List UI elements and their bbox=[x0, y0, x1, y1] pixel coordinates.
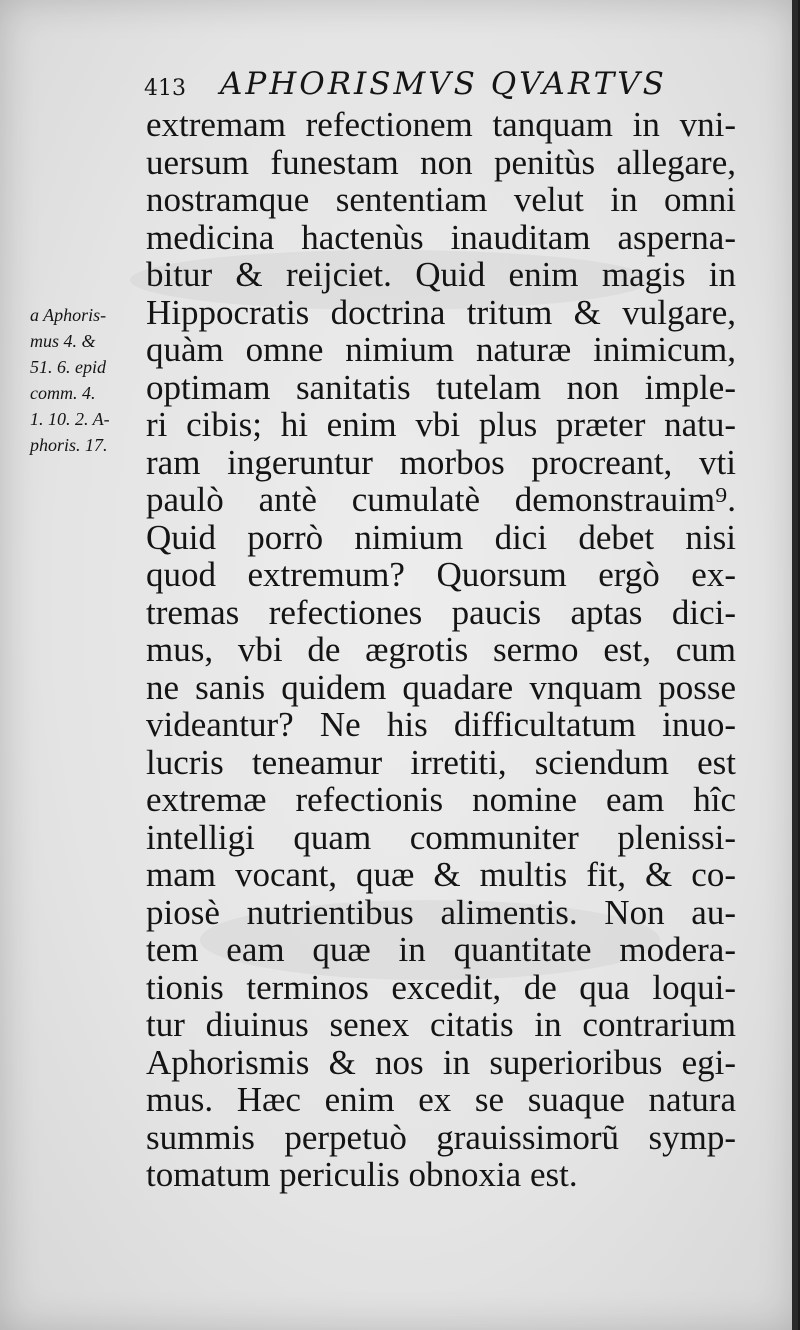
margin-note-line: 51. 6. epid bbox=[30, 357, 106, 377]
text-line: tem eam quæ in quantitate modera- bbox=[146, 930, 736, 969]
text-line: piosè nutrientibus alimentis. Non au- bbox=[146, 892, 736, 932]
text-line: quod extremum? Quorsum ergò ex- bbox=[146, 555, 736, 594]
margin-note-line: comm. 4. bbox=[30, 383, 96, 403]
text-line: tionis terminos excedit, de qua loqui- bbox=[146, 967, 736, 1007]
margin-note-line: a Aphoris- bbox=[30, 305, 107, 325]
page-edge bbox=[792, 0, 798, 1330]
text-line: extremam refectionem tanquam in vni- bbox=[146, 105, 736, 144]
margin-note-line: mus 4. & bbox=[30, 331, 96, 351]
text-line: medicina hactenùs inauditam asperna- bbox=[146, 217, 736, 257]
text-line: intelligi quam communiter plenissi- bbox=[146, 817, 736, 857]
text-line: nostramque sententiam velut in omni bbox=[146, 180, 736, 219]
text-line: bitur & reijciet. Quid enim magis in bbox=[146, 255, 736, 294]
text-line: uersum funestam non penitùs allegare, bbox=[146, 142, 736, 182]
margin-note-line: 1. 10. 2. A- bbox=[30, 409, 110, 429]
text-line: mam vocant, quæ & multis fit, & co- bbox=[146, 855, 736, 894]
text-line: quàm omne nimium naturæ inimicum, bbox=[146, 330, 736, 369]
text-line: extremæ refectionis nomine eam hîc bbox=[146, 780, 736, 819]
text-line: lucris teneamur irretiti, sciendum est bbox=[146, 742, 736, 782]
text-line: Hippocratis doctrina tritum & vulgare, bbox=[146, 292, 736, 332]
page-number: 413 bbox=[144, 76, 186, 101]
page-header bbox=[144, 66, 744, 106]
margin-note bbox=[30, 302, 140, 458]
text-line: ne sanis quidem quadare vnquam posse bbox=[146, 667, 736, 707]
text-line: Aphorismis & nos in superioribus egi- bbox=[146, 1042, 736, 1082]
text-line: mus, vbi de ægrotis sermo est, cum bbox=[146, 630, 736, 669]
text-line: Quid porrò nimium dici debet nisi bbox=[146, 517, 736, 557]
text-line: ri cibis; hi enim vbi plus præter natu- bbox=[146, 405, 736, 444]
text-line: videantur? Ne his difficultatum inuo- bbox=[146, 705, 736, 744]
text-line: summis perpetuò grauissimorũ symp- bbox=[146, 1117, 736, 1157]
body-text bbox=[146, 106, 736, 1194]
text-line: paulò antè cumulatè demonstrauim⁹. bbox=[146, 480, 736, 519]
text-line: tremas refectiones paucis aptas dici- bbox=[146, 592, 736, 632]
running-title: APHORISMVS QVARTVS bbox=[220, 66, 667, 102]
text-line: tomatum periculis obnoxia est. bbox=[146, 1155, 578, 1194]
text-line: ram ingeruntur morbos procreant, vti bbox=[146, 442, 736, 482]
margin-note-line: phoris. 17. bbox=[30, 435, 108, 455]
text-line: tur diuinus senex citatis in contrarium bbox=[146, 1005, 736, 1044]
text-line: mus. Hæc enim ex se suaque natura bbox=[146, 1080, 736, 1119]
text-line: optimam sanitatis tutelam non imple- bbox=[146, 367, 736, 407]
